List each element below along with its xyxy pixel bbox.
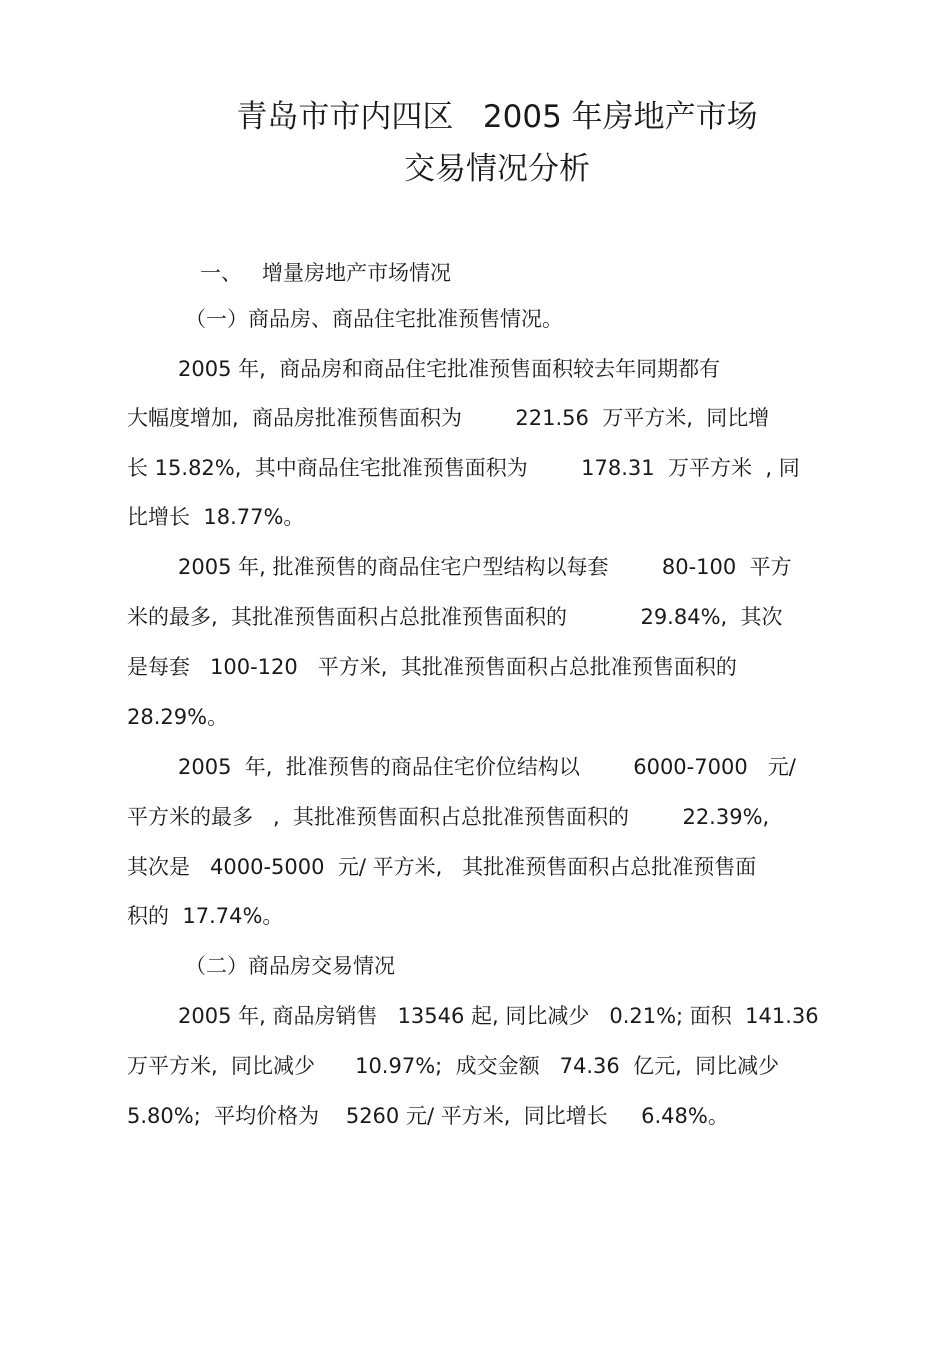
paragraph-3-line-1: 2005 年, 批准预售的商品住宅价位结构以 6000-7000 元/: [178, 755, 796, 779]
paragraph-1-line-4: 比增长 18.77%。: [127, 505, 305, 529]
subsection-heading-1: （一）商品房、商品住宅批准预售情况。: [185, 307, 563, 331]
paragraph-2-line-4: 28.29%。: [127, 705, 229, 729]
paragraph-2-line-2: 米的最多, 其批准预售面积占总批准预售面积的 29.84%, 其次: [127, 605, 783, 629]
section-heading: 一、 增量房地产市场情况: [200, 261, 452, 285]
paragraph-1-line-1: 2005 年, 商品房和商品住宅批准预售面积较去年同期都有: [178, 357, 721, 381]
paragraph-2-line-1: 2005 年, 批准预售的商品住宅户型结构以每套 80-100 平方: [178, 555, 792, 579]
paragraph-4-line-1: 2005 年, 商品房销售 13546 起, 同比减少 0.21%; 面积 141.36: [178, 1004, 819, 1028]
paragraph-2-line-3: 是每套 100-120 平方米, 其批准预售面积占总批准预售面积的: [127, 655, 737, 679]
document-title-line-2: 交易情况分析: [404, 151, 590, 187]
paragraph-1-line-2: 大幅度增加, 商品房批准预售面积为 221.56 万平方米, 同比增: [127, 406, 770, 430]
paragraph-4-line-3: 5.80%; 平均价格为 5260 元/ 平方米, 同比增长 6.48%。: [127, 1104, 729, 1128]
paragraph-1-line-3: 长 15.82%, 其中商品住宅批准预售面积为 178.31 万平方米 , 同: [127, 456, 800, 480]
paragraph-3-line-4: 积的 17.74%。: [127, 904, 284, 928]
document-title-line-1: 青岛市市内四区 2005 年房地产市场: [236, 99, 758, 135]
paragraph-3-line-2: 平方米的最多 , 其批准预售面积占总批准预售面积的 22.39%,: [127, 805, 770, 829]
paragraph-3-line-3: 其次是 4000-5000 元/ 平方米, 其批准预售面积占总批准预售面: [127, 855, 757, 879]
subsection-heading-2: （二）商品房交易情况: [185, 954, 395, 978]
paragraph-4-line-2: 万平方米, 同比减少 10.97%; 成交金额 74.36 亿元, 同比减少: [127, 1054, 780, 1078]
